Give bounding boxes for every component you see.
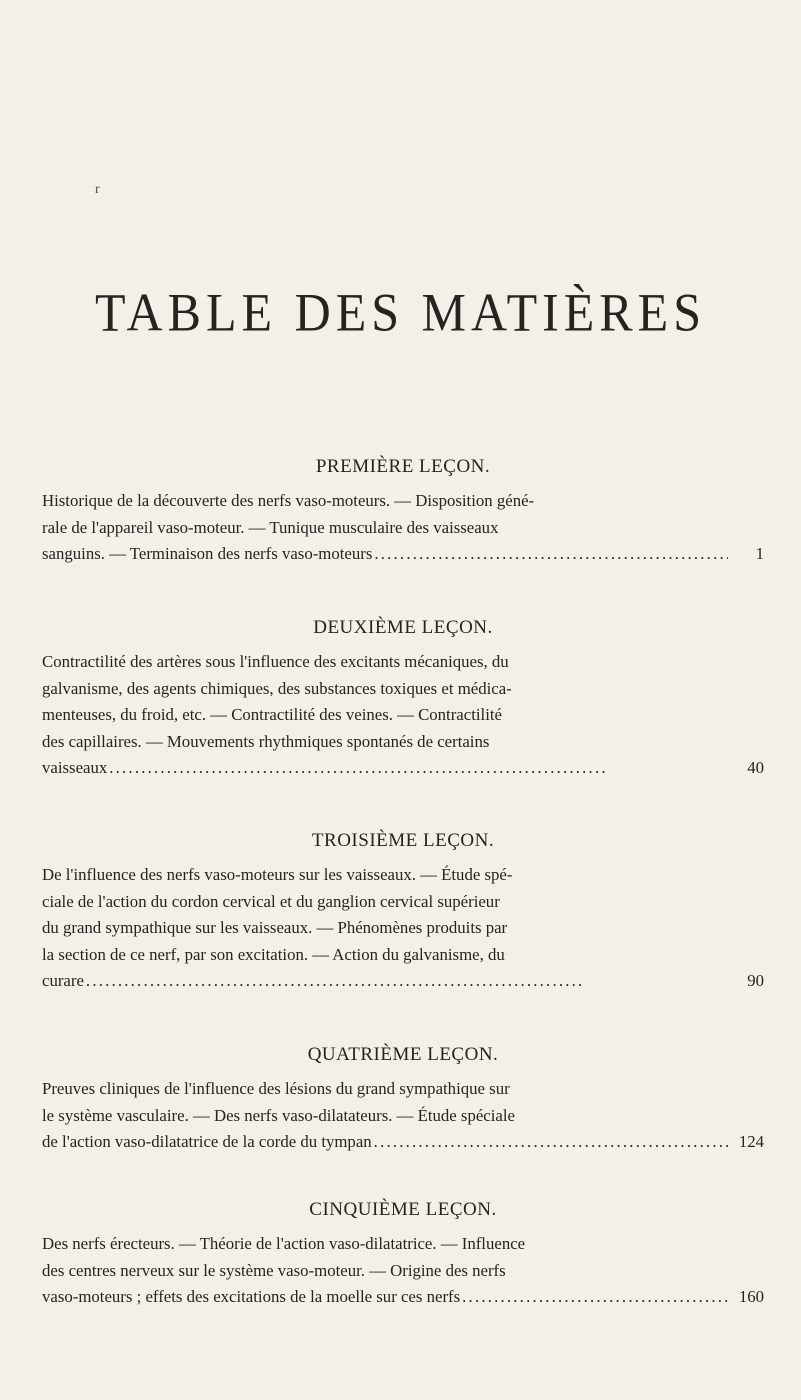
summary-line: Des nerfs érecteurs. — Théorie de l'action vaso-dilatatrice. — Influence [42, 1234, 526, 1253]
summary-line: curare [42, 971, 84, 990]
dot-leader [462, 1284, 728, 1311]
page-number: 124 [738, 1132, 764, 1151]
lesson-summary [42, 1231, 764, 1311]
summary-line: menteuses, du froid, etc. — Contractilité des veines. — Contractilité [42, 705, 502, 724]
summary-line: Contractilité des artères sous l'influence des excitants mécaniques, du [42, 652, 509, 671]
summary-line: de l'action vaso-dilatatrice de la corde du tympan [42, 1132, 372, 1151]
lesson-section-5 [42, 1199, 764, 1311]
summary-line: galvanisme, des agents chimiques, des substances toxiques et médica- [42, 678, 512, 698]
summary-line: vaisseaux [42, 758, 108, 777]
lesson-section-1 [42, 456, 764, 568]
lesson-summary [42, 862, 764, 995]
lesson-heading: TROISIÈME LEÇON. [311, 830, 495, 851]
dot-leader [86, 968, 728, 995]
summary-line: Historique de la découverte des nerfs vaso-moteurs. — Disposition géné- [42, 491, 535, 510]
summary-line: rale de l'appareil vaso-moteur. — Tunique musculaire des vaisseaux [42, 517, 499, 537]
lesson-section-2 [42, 617, 764, 782]
summary-line: sanguins. — Terminaison des nerfs vaso-moteurs [42, 544, 373, 563]
page-number: 40 [747, 758, 764, 777]
dot-leader [109, 755, 728, 782]
summary-line: le système vasculaire. — Des nerfs vaso-dilatateurs. — Étude spéciale [42, 1105, 515, 1125]
corner-mark: r [95, 182, 100, 197]
lesson-heading: CINQUIÈME LEÇON. [309, 1199, 497, 1220]
lesson-section-4 [42, 1044, 764, 1156]
lesson-heading: QUATRIÈME LEÇON. [307, 1044, 499, 1065]
summary-line: des capillaires. — Mouvements rhythmiques spontanés de certains [42, 731, 490, 751]
dot-leader [374, 1129, 728, 1156]
lesson-summary [42, 488, 764, 568]
page-number: 160 [738, 1287, 764, 1306]
lesson-summary [42, 1076, 764, 1156]
page-title: TABLE DES MATIÈRES [95, 281, 706, 343]
summary-line: des centres nerveux sur le système vaso-moteur. — Origine des nerfs [42, 1260, 506, 1280]
lesson-section-3 [42, 830, 764, 995]
summary-line: la section de ce nerf, par son excitation. — Action du galvanisme, du [42, 944, 505, 964]
summary-line: vaso-moteurs ; effets des excitations de la moelle sur ces nerfs [42, 1287, 461, 1306]
page-number: 90 [747, 971, 764, 990]
lesson-heading: DEUXIÈME LEÇON. [313, 617, 493, 638]
page-number: 1 [755, 544, 764, 563]
summary-line: du grand sympathique sur les vaisseaux. — Phénomènes produits par [42, 918, 508, 937]
summary-line: De l'influence des nerfs vaso-moteurs sur les vaisseaux. — Étude spé- [42, 865, 513, 884]
lesson-summary [42, 649, 764, 782]
dot-leader [374, 541, 728, 568]
summary-line: ciale de l'action du cordon cervical et du ganglion cervical supérieur [42, 891, 500, 911]
summary-line: Preuves cliniques de l'influence des lésions du grand sympathique sur [42, 1079, 510, 1098]
lesson-heading: PREMIÈRE LEÇON. [315, 456, 491, 477]
